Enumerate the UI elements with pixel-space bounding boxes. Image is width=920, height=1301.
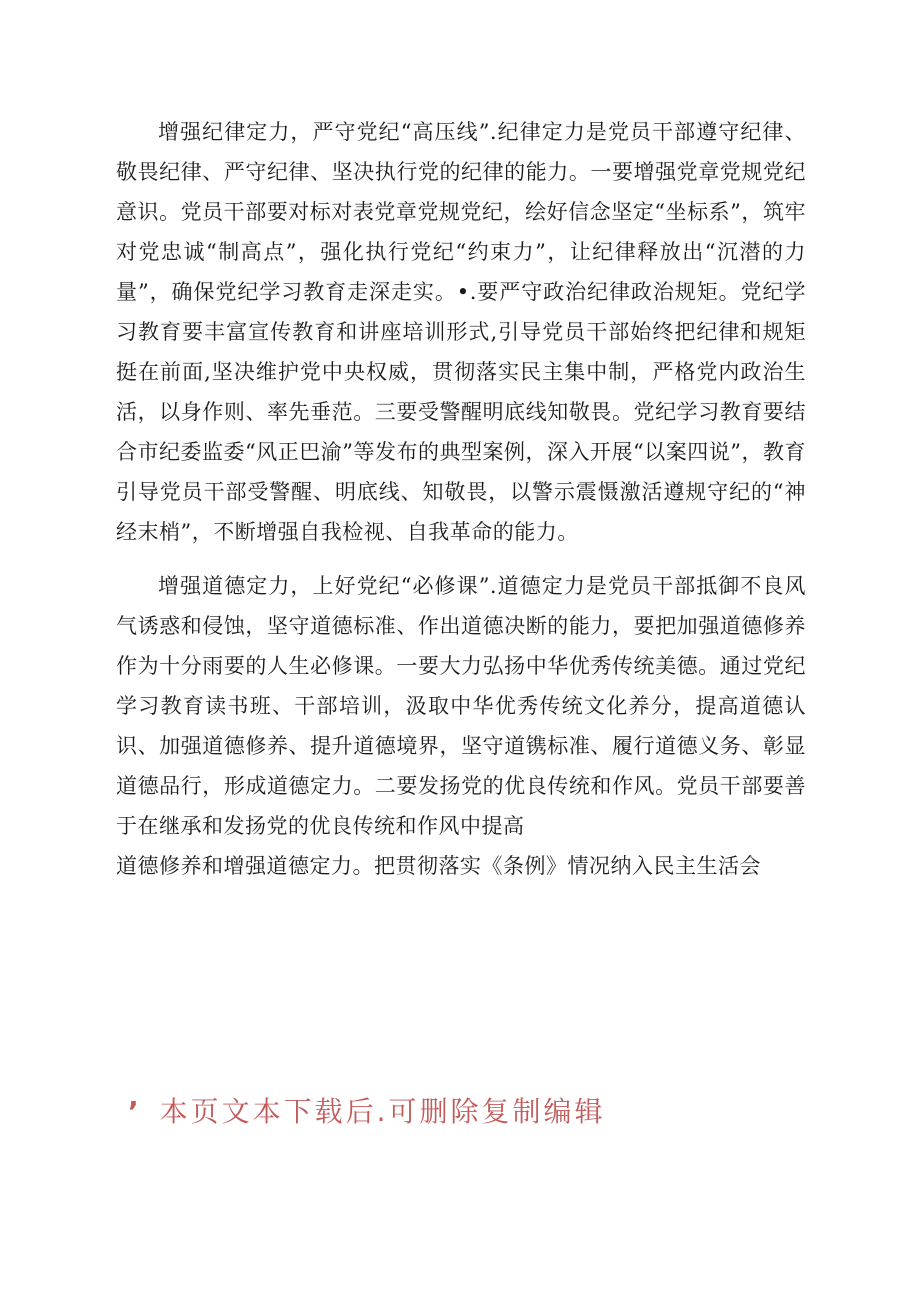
paragraph-continuation: 道德修养和增强道德定力。把贯彻落实《条例》情况纳入民主生活会 <box>116 854 761 878</box>
quote-mark-icon: ’ <box>128 1095 142 1128</box>
paragraph-discipline: 增强纪律定力，严守党纪“高压线”.纪律定力是党员干部遵守纪律、敬畏纪律、严守纪律、坚决执行党的纪律的能力。一要增强党章党规党纪意识。党员干部要对标对表党章党规党纪，绘好信念坚定“坐标系”，筑牢对党忠诚“制高点”，强化执行党纪“约束力”，让纪律释放出“沉潜的力量”，确保党纪学习教育走深走实。•.要严守政治纪律政治规矩。党纪学习教育要丰富宣传教育和讲座培训形式,引导党员干部始终把纪律和规矩挺在前面,坚决维护党中央权威，贯彻落实民主集中制，严格党内政治生活，以身作则、率先垂范。三要受警醒明底线知敬畏。党纪学习教育要结合市纪委监委“风正巴渝”等发布的典型案例，深入开展“以案四说”，教育引导党员干部受警醒、明底线、知敬畏，以警示震慑激活遵规守纪的“神经末梢”，不断增强自我检视、自我革命的能力。 <box>116 120 806 544</box>
editable-notice-text: 本页文本下载后.可删除复制编辑 <box>159 1095 606 1128</box>
paragraph-morality: 增强道德定力，上好党纪“必修课”.道德定力是党员干部抵御不良风气诱惑和侵蚀，坚守道德标准、作出道德决断的能力，要把加强道德修养作为十分雨要的人生必修课。一要大力弘扬中华优秀传统美德。通过党纪学习教育读书班、干部培训，汲取中华优秀传统文化养分，提高道德认识、加强道德修养、提升道德境界，坚守道镌标准、履行道德义务、彰显道德品行，形成道德定力。二要发扬党的优良传统和作风。党员干部要善于在继承和发扬党的优良传统和作风中提高 <box>116 574 806 838</box>
document-body <box>116 112 806 886</box>
editable-notice <box>128 1090 606 1130</box>
